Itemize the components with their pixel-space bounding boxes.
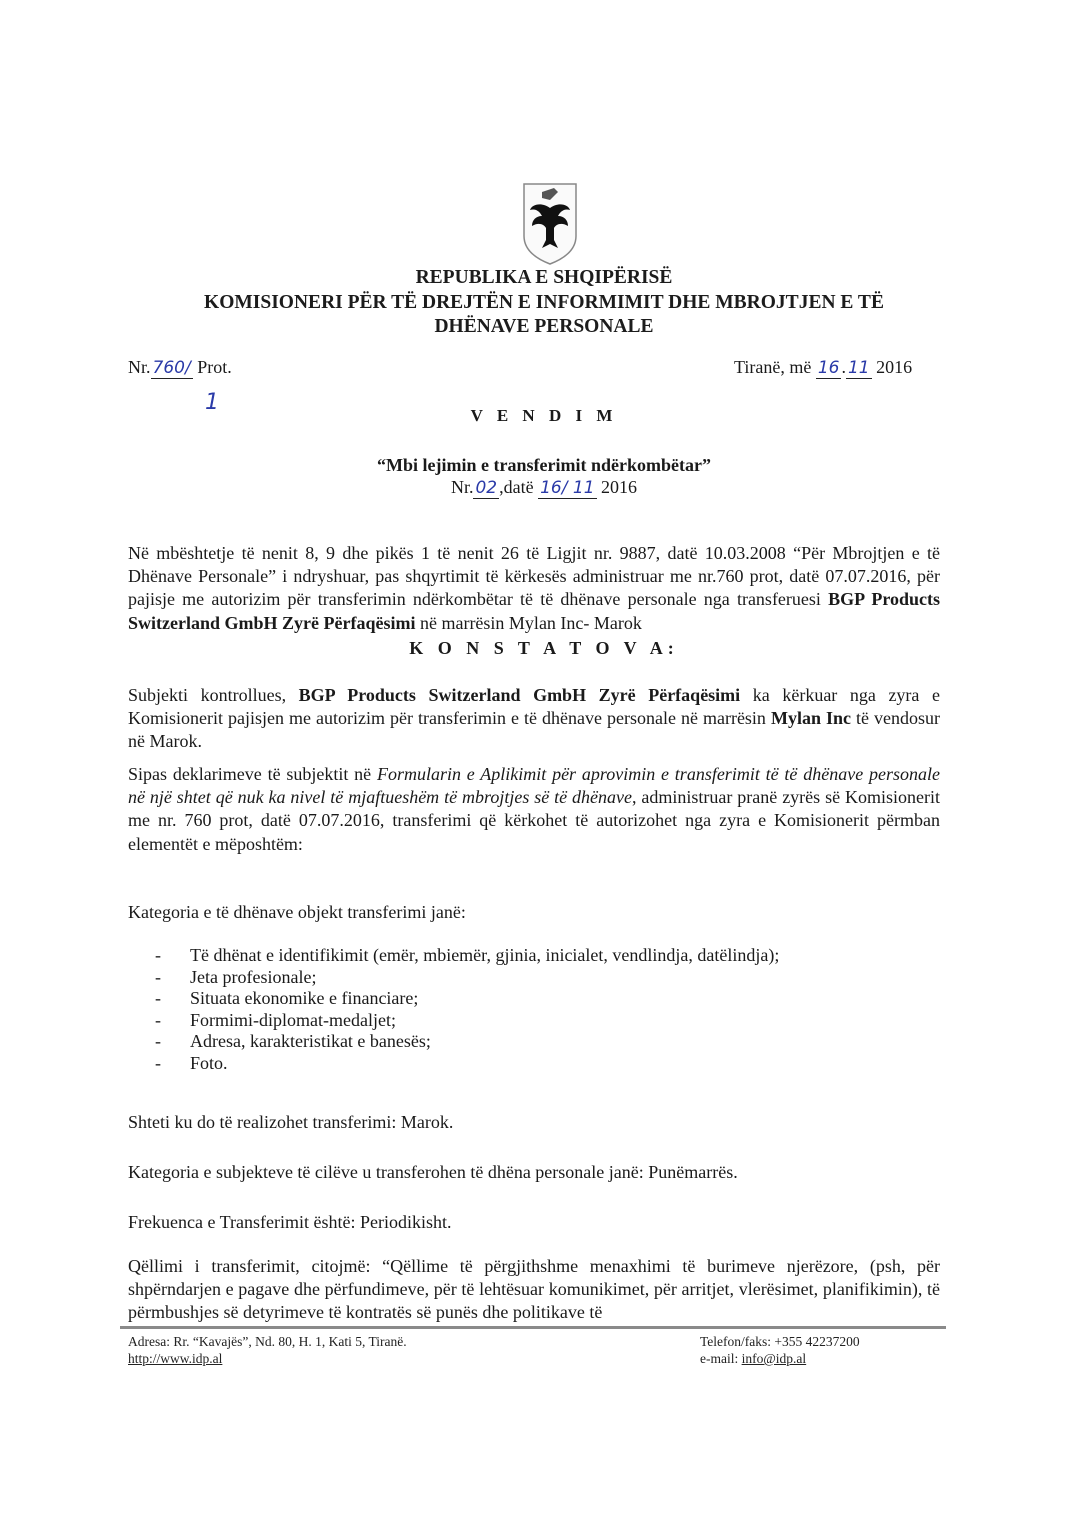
- text: në marrësin Mylan Inc- Marok: [415, 612, 642, 633]
- header-personal-data: DHËNAVE PERSONALE: [434, 316, 654, 337]
- protocol-number: [128, 357, 232, 378]
- list-item: - Jeta profesionale;: [155, 967, 779, 989]
- footer-email-link[interactable]: info@idp.al: [741, 1351, 807, 1366]
- protocol-nr-handwritten: 760/: [152, 358, 191, 378]
- recipient-name: Mylan Inc: [770, 708, 851, 729]
- list-item: - Foto.: [155, 1053, 779, 1075]
- month-handwritten: 11: [847, 358, 870, 378]
- subject-date-prefix: ,datë: [499, 477, 534, 497]
- text: ka kërkuar nga zyra e Komisionerit pajisjen me autorizim për transferimin e të dhënave personale në marrësin: [128, 685, 940, 729]
- place-date: Tiranë, më 16 . 11 2016: [734, 357, 913, 378]
- categories-intro: Kategoria e të dhënave objekt transferimi janë:: [128, 902, 466, 922]
- list-item: - Situata ekonomike e financiare;: [155, 988, 779, 1010]
- transferor-name: BGP Products Switzerland GmbH Zyrë Përfaqësimi: [128, 589, 941, 633]
- text: , administruar pranë zyrës së Komisionerit me nr. 760 prot, datë 07.07.2016, transferimi që kërkohet të autorizohet nga zyra e Komisionerit përmban elementët e mëposhtëm:: [128, 787, 940, 854]
- list-item: - Formimi-diplomat-medaljet;: [155, 1010, 779, 1032]
- frequency-line: Frekuenca e Transferimit është: Periodikisht.: [128, 1212, 452, 1232]
- transferor-name: BGP Products Switzerland GmbH Zyrë Përfaqësimi: [298, 685, 741, 705]
- controller-paragraph: [128, 684, 940, 754]
- footer-divider: [120, 1326, 946, 1329]
- protocol-nr-prefix: Nr.: [128, 357, 151, 377]
- protocol-sub-handwritten: 1: [205, 390, 219, 415]
- year: 2016: [876, 357, 913, 377]
- footer-website-link[interactable]: http://www.idp.al: [128, 1351, 223, 1366]
- footer-address: Adresa: Rr. “Kavajës”, Nd. 80, H. 1, Kati 5, Tiranë.: [128, 1334, 407, 1349]
- email-label: e-mail:: [700, 1351, 742, 1366]
- purpose-paragraph: Qëllimi i transferimit, citojmë: “Qëllime të përgjithshme menaxhimi të burimeve njerëzore, (psh, për shpërndarjen e pagave dhe përfundimeve, për të lehtësuar komunikimet, për arritjet, vlerësimet, planifikimin), të përmbushjes së detyrimeve të kontratës së punës dhe politikave të: [128, 1256, 940, 1323]
- header-commissioner: KOMISIONERI PËR TË DREJTËN E INFORMIMIT DHE MBROJTJEN E TË: [204, 292, 884, 313]
- footer-phone: Telefon/faks: +355 42237200: [700, 1334, 860, 1349]
- subjects-line: Kategoria e subjekteve të cilëve u transferohen të dhëna personale janë: Punëmarrës.: [128, 1162, 738, 1182]
- subject-title: “Mbi lejimin e transferimit ndërkombëtar”: [377, 455, 711, 475]
- subject-year: 2016: [601, 477, 638, 497]
- declarations-paragraph: [128, 763, 940, 856]
- list-item: - Të dhënat e identifikimit (emër, mbiemër, gjinia, inicialet, vendlindja, datëlindja);: [155, 945, 779, 967]
- country-line: Shteti ku do të realizohet transferimi: Marok.: [128, 1112, 454, 1132]
- text: të vendosur në Marok.: [128, 708, 940, 752]
- albanian-coat-of-arms-icon: [502, 178, 598, 268]
- list-item: - Adresa, karakteristikat e banesës;: [155, 1031, 779, 1053]
- day-handwritten: 16: [817, 358, 840, 378]
- subject-date-handwritten: 16/ 11: [540, 478, 595, 498]
- subject-number: [0, 477, 1088, 498]
- form-title: Formularin e Aplikimit për aprovimin e transferimit të të dhënave personale në një shtet që nuk ka nivel të mjaftueshëm të mbrojtjes së të dhënave: [128, 764, 940, 808]
- konstatova-heading: K O N S T A T O V A:: [409, 638, 679, 658]
- data-categories-list: [155, 945, 779, 1075]
- text: Sipas deklarimeve të subjektit në: [128, 764, 377, 784]
- protocol-suffix: Prot.: [197, 357, 232, 377]
- text: Në mbështetje të nenit 8, 9 dhe pikës 1 të nenit 26 të Ligjit nr. 9887, datë 10.03.2008 “Për Mbrojtjen e të Dhënave Personale” i ndryshuar, pas shqyrtimit të kërkesës administruar me nr.760 prot, datë 07.07.2016, për pajisje me autorizim për transferimin ndërkombëtar të të dhënave personale nga transferuesi: [128, 543, 940, 610]
- text: Subjekti kontrollues,: [128, 685, 299, 705]
- subject-nr-prefix: Nr.: [450, 477, 474, 497]
- legal-basis-paragraph: [128, 542, 940, 635]
- footer-email: [700, 1350, 806, 1367]
- place-prefix: Tiranë, më: [734, 357, 812, 377]
- header-republic: REPUBLIKA E SHQIPËRISË: [415, 267, 673, 288]
- subject-nr-handwritten: 02: [475, 478, 498, 498]
- document-title: V E N D I M: [470, 406, 618, 425]
